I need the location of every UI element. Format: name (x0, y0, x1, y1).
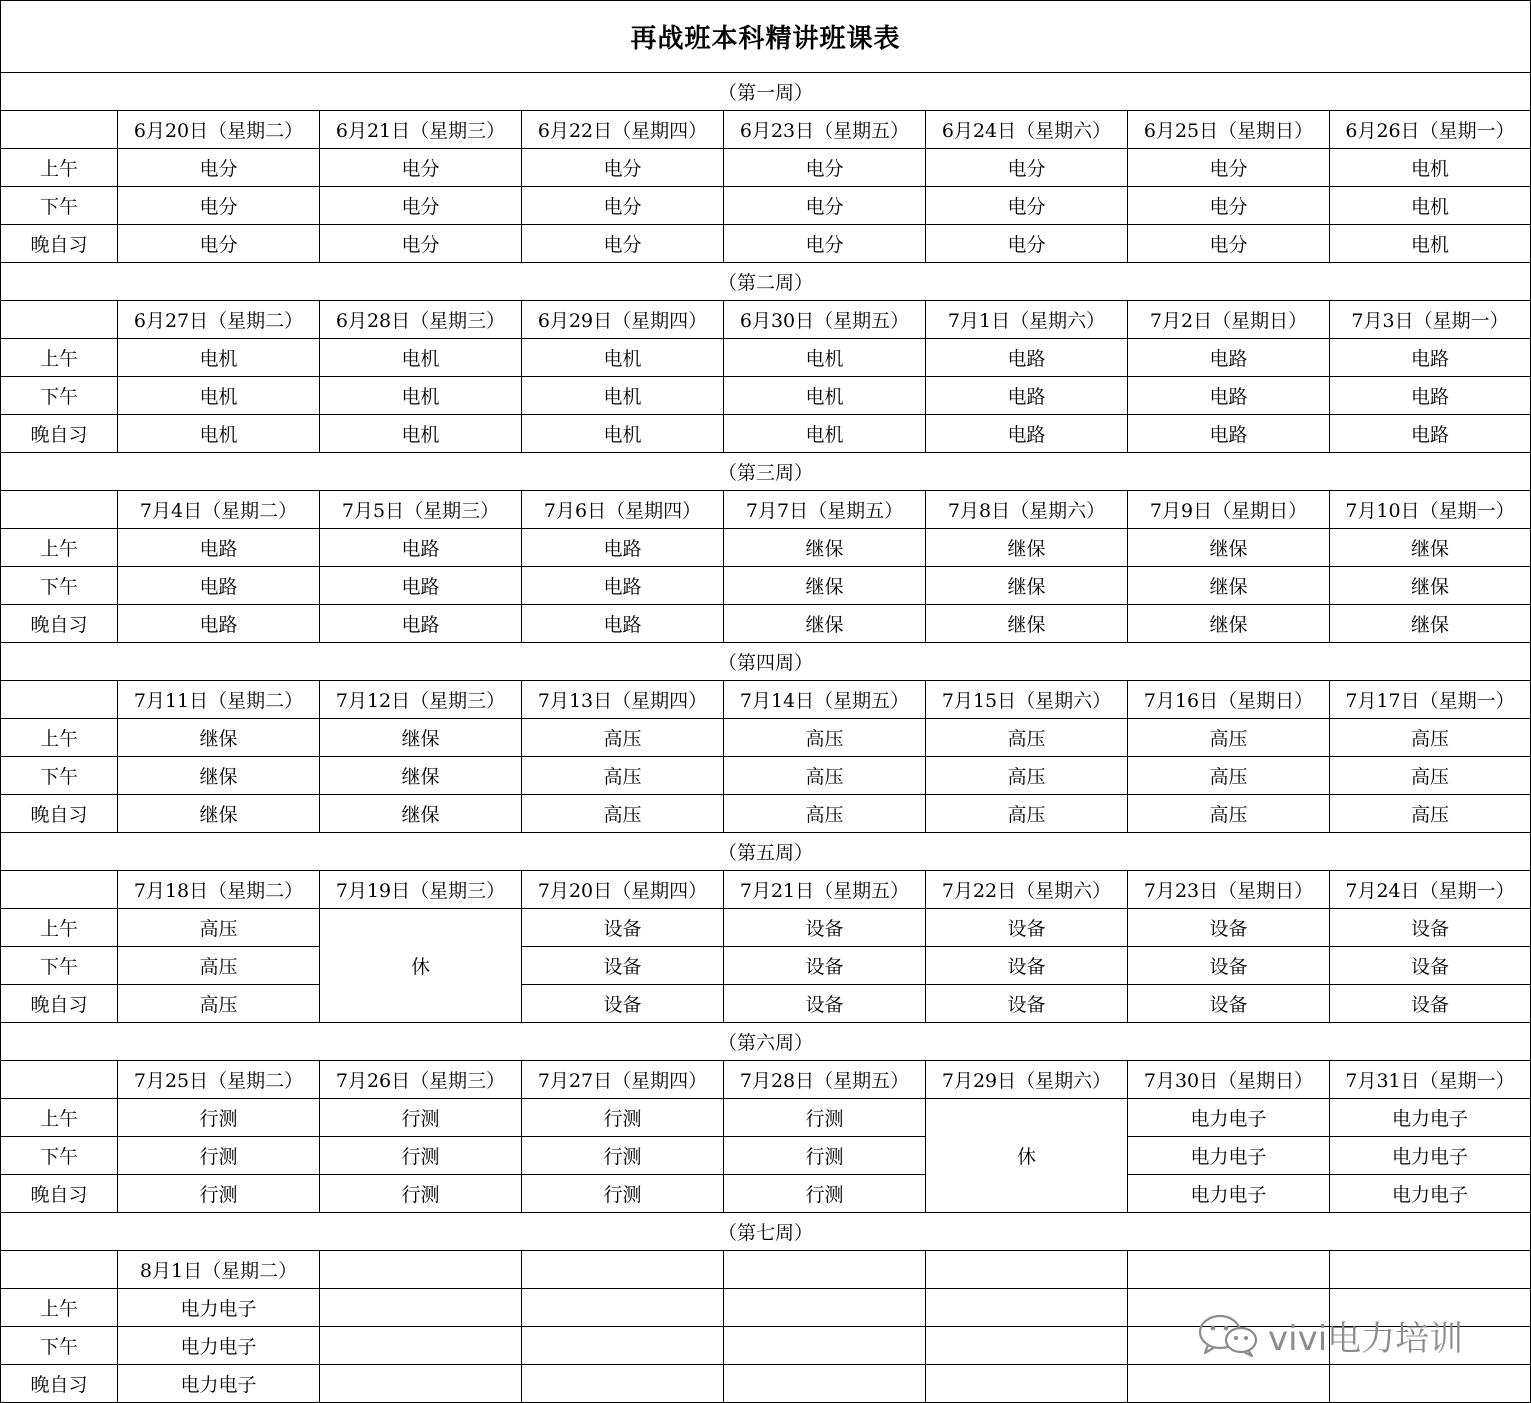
course-cell (724, 1289, 926, 1327)
course-cell: 设备 (926, 985, 1128, 1023)
corner-cell (1, 681, 118, 719)
wechat-icon (1196, 1312, 1262, 1358)
date-row (1, 871, 1531, 909)
course-cell (724, 1365, 926, 1403)
rest-cell: 休 (926, 1099, 1128, 1213)
course-cell: 继保 (320, 757, 522, 795)
course-cell: 继保 (1128, 605, 1330, 643)
date-header (320, 1251, 522, 1289)
course-cell: 高压 (724, 719, 926, 757)
course-cell: 电分 (522, 225, 724, 263)
course-cell: 电分 (926, 187, 1128, 225)
page-title: 再战班本科精讲班课表 (1, 1, 1531, 73)
date-header: 7月29日（星期六） (926, 1061, 1128, 1099)
row-label: 上午 (1, 149, 118, 187)
course-cell: 高压 (1330, 795, 1531, 833)
course-cell: 电路 (1128, 377, 1330, 415)
week-label: （第六周） (1, 1023, 1531, 1061)
course-cell: 行测 (320, 1099, 522, 1137)
date-header: 7月12日（星期三） (320, 681, 522, 719)
date-header: 7月3日（星期一） (1330, 301, 1531, 339)
slot-row (1, 909, 1531, 947)
row-label: 下午 (1, 377, 118, 415)
course-cell: 电路 (1330, 415, 1531, 453)
course-cell: 继保 (926, 529, 1128, 567)
date-header: 7月26日（星期三） (320, 1061, 522, 1099)
course-cell: 设备 (926, 947, 1128, 985)
course-cell: 电机 (724, 377, 926, 415)
week-label: （第二周） (1, 263, 1531, 301)
course-cell: 电路 (1128, 339, 1330, 377)
course-cell (926, 1289, 1128, 1327)
date-header: 7月2日（星期日） (1128, 301, 1330, 339)
week-row (1, 643, 1531, 681)
date-header: 7月24日（星期一） (1330, 871, 1531, 909)
week-label: （第五周） (1, 833, 1531, 871)
course-cell: 设备 (1330, 985, 1531, 1023)
corner-cell (1, 491, 118, 529)
course-cell: 电路 (118, 605, 320, 643)
course-cell: 继保 (118, 719, 320, 757)
course-cell: 电机 (522, 339, 724, 377)
date-header: 7月15日（星期六） (926, 681, 1128, 719)
title-row (1, 1, 1531, 73)
course-cell: 电路 (1330, 339, 1531, 377)
course-cell: 电分 (1128, 187, 1330, 225)
slot-row (1, 1137, 1531, 1175)
slot-row (1, 1099, 1531, 1137)
course-cell: 电机 (320, 377, 522, 415)
course-cell: 行测 (320, 1137, 522, 1175)
course-cell: 继保 (724, 567, 926, 605)
date-header: 7月21日（星期五） (724, 871, 926, 909)
course-cell: 电分 (926, 225, 1128, 263)
course-cell: 电路 (522, 529, 724, 567)
course-cell: 行测 (320, 1175, 522, 1213)
course-cell: 电分 (320, 149, 522, 187)
row-label: 上午 (1, 1099, 118, 1137)
week-row (1, 1023, 1531, 1061)
date-header: 7月18日（星期二） (118, 871, 320, 909)
course-cell: 设备 (1330, 947, 1531, 985)
course-cell: 电力电子 (1330, 1137, 1531, 1175)
watermark (1196, 1312, 1463, 1358)
date-header: 7月23日（星期日） (1128, 871, 1330, 909)
slot-row (1, 1175, 1531, 1213)
slot-row (1, 567, 1531, 605)
course-cell: 设备 (522, 909, 724, 947)
course-cell: 设备 (522, 985, 724, 1023)
course-cell: 电分 (320, 187, 522, 225)
course-cell: 继保 (1330, 529, 1531, 567)
course-cell: 电力电子 (1128, 1137, 1330, 1175)
course-cell: 设备 (724, 985, 926, 1023)
row-label: 下午 (1, 187, 118, 225)
course-cell: 电机 (118, 339, 320, 377)
course-cell: 电机 (1330, 149, 1531, 187)
course-cell: 继保 (724, 605, 926, 643)
row-label: 晚自习 (1, 225, 118, 263)
row-label: 上午 (1, 529, 118, 567)
row-label: 晚自习 (1, 985, 118, 1023)
corner-cell (1, 871, 118, 909)
date-header: 7月31日（星期一） (1330, 1061, 1531, 1099)
date-header: 7月10日（星期一） (1330, 491, 1531, 529)
course-cell: 电路 (320, 567, 522, 605)
slot-row (1, 225, 1531, 263)
date-header: 7月28日（星期五） (724, 1061, 926, 1099)
week-label: （第四周） (1, 643, 1531, 681)
course-cell: 设备 (1330, 909, 1531, 947)
course-cell: 电分 (118, 187, 320, 225)
course-cell: 电分 (522, 187, 724, 225)
course-cell: 高压 (724, 795, 926, 833)
course-cell: 高压 (1128, 795, 1330, 833)
date-header: 7月1日（星期六） (926, 301, 1128, 339)
row-label: 晚自习 (1, 1365, 118, 1403)
row-label: 下午 (1, 947, 118, 985)
course-cell: 电分 (522, 149, 724, 187)
date-header (1128, 1251, 1330, 1289)
course-cell (320, 1289, 522, 1327)
slot-row (1, 719, 1531, 757)
course-cell: 电路 (926, 415, 1128, 453)
date-header: 7月8日（星期六） (926, 491, 1128, 529)
course-cell (1128, 1365, 1330, 1403)
date-header: 6月22日（星期四） (522, 111, 724, 149)
date-header: 7月20日（星期四） (522, 871, 724, 909)
slot-row (1, 415, 1531, 453)
date-header: 6月23日（星期五） (724, 111, 926, 149)
date-header: 6月20日（星期二） (118, 111, 320, 149)
course-cell: 设备 (724, 947, 926, 985)
course-cell: 高压 (926, 795, 1128, 833)
row-label: 下午 (1, 1327, 118, 1365)
date-header: 8月1日（星期二） (118, 1251, 320, 1289)
course-cell: 电机 (118, 377, 320, 415)
course-cell: 电路 (522, 605, 724, 643)
date-header: 7月30日（星期日） (1128, 1061, 1330, 1099)
date-header: 7月4日（星期二） (118, 491, 320, 529)
course-cell: 高压 (118, 985, 320, 1023)
course-cell: 高压 (118, 947, 320, 985)
course-cell: 电分 (1128, 149, 1330, 187)
course-cell: 继保 (118, 757, 320, 795)
corner-cell (1, 301, 118, 339)
course-cell: 设备 (724, 909, 926, 947)
course-cell: 设备 (522, 947, 724, 985)
date-header: 7月25日（星期二） (118, 1061, 320, 1099)
date-header: 6月27日（星期二） (118, 301, 320, 339)
course-cell: 电机 (522, 415, 724, 453)
course-cell: 电分 (724, 187, 926, 225)
row-label: 上午 (1, 339, 118, 377)
row-label: 下午 (1, 567, 118, 605)
date-header: 6月26日（星期一） (1330, 111, 1531, 149)
course-cell: 高压 (522, 757, 724, 795)
date-header: 7月19日（星期三） (320, 871, 522, 909)
date-header: 7月17日（星期一） (1330, 681, 1531, 719)
course-cell: 行测 (522, 1099, 724, 1137)
course-cell: 高压 (522, 795, 724, 833)
date-header: 7月16日（星期日） (1128, 681, 1330, 719)
row-label: 上午 (1, 719, 118, 757)
course-cell: 继保 (1330, 605, 1531, 643)
date-row (1, 1061, 1531, 1099)
date-row (1, 111, 1531, 149)
course-cell: 电分 (118, 225, 320, 263)
course-cell: 高压 (522, 719, 724, 757)
course-cell (926, 1365, 1128, 1403)
row-label: 下午 (1, 757, 118, 795)
week-row (1, 453, 1531, 491)
corner-cell (1, 1251, 118, 1289)
week-label: （第三周） (1, 453, 1531, 491)
course-cell: 电机 (724, 415, 926, 453)
course-cell: 电路 (118, 529, 320, 567)
course-cell: 电力电子 (118, 1327, 320, 1365)
course-cell: 设备 (926, 909, 1128, 947)
date-header: 7月11日（星期二） (118, 681, 320, 719)
course-cell: 高压 (724, 757, 926, 795)
row-label: 晚自习 (1, 1175, 118, 1213)
course-cell: 电力电子 (1330, 1099, 1531, 1137)
course-cell: 电路 (926, 377, 1128, 415)
course-cell: 电力电子 (118, 1365, 320, 1403)
course-cell: 电机 (320, 339, 522, 377)
date-header: 6月21日（星期三） (320, 111, 522, 149)
week-label: （第七周） (1, 1213, 1531, 1251)
course-cell (724, 1327, 926, 1365)
course-cell (320, 1365, 522, 1403)
course-cell: 电分 (724, 225, 926, 263)
rest-cell: 休 (320, 909, 522, 1023)
course-cell (320, 1327, 522, 1365)
week-row (1, 73, 1531, 111)
course-cell (522, 1327, 724, 1365)
slot-row (1, 795, 1531, 833)
date-header: 7月14日（星期五） (724, 681, 926, 719)
row-label: 晚自习 (1, 605, 118, 643)
slot-row (1, 377, 1531, 415)
course-cell: 电分 (1128, 225, 1330, 263)
course-cell: 电路 (522, 567, 724, 605)
course-cell: 继保 (724, 529, 926, 567)
course-cell: 高压 (926, 757, 1128, 795)
course-cell: 继保 (1128, 567, 1330, 605)
course-cell: 继保 (926, 567, 1128, 605)
row-label: 上午 (1, 1289, 118, 1327)
course-cell: 电机 (724, 339, 926, 377)
course-cell: 继保 (320, 795, 522, 833)
slot-row (1, 757, 1531, 795)
course-cell: 电路 (1330, 377, 1531, 415)
course-cell: 设备 (1128, 985, 1330, 1023)
course-cell: 行测 (724, 1099, 926, 1137)
course-cell: 高压 (1128, 719, 1330, 757)
week-row (1, 263, 1531, 301)
row-label: 上午 (1, 909, 118, 947)
course-cell: 电路 (926, 339, 1128, 377)
slot-row (1, 985, 1531, 1023)
course-cell: 电力电子 (1128, 1099, 1330, 1137)
course-cell: 高压 (118, 909, 320, 947)
course-cell: 行测 (724, 1137, 926, 1175)
row-label: 晚自习 (1, 795, 118, 833)
course-cell: 高压 (1330, 719, 1531, 757)
row-label: 下午 (1, 1137, 118, 1175)
course-cell: 电机 (118, 415, 320, 453)
course-cell: 高压 (926, 719, 1128, 757)
course-cell: 高压 (1330, 757, 1531, 795)
date-header: 7月13日（星期四） (522, 681, 724, 719)
course-cell: 设备 (1128, 947, 1330, 985)
course-cell: 行测 (118, 1099, 320, 1137)
course-cell: 电机 (1330, 225, 1531, 263)
date-row (1, 1251, 1531, 1289)
date-header: 7月22日（星期六） (926, 871, 1128, 909)
date-header: 7月5日（星期三） (320, 491, 522, 529)
date-header: 6月30日（星期五） (724, 301, 926, 339)
course-cell (522, 1365, 724, 1403)
course-cell: 继保 (320, 719, 522, 757)
course-cell: 电路 (320, 529, 522, 567)
corner-cell (1, 1061, 118, 1099)
slot-row (1, 529, 1531, 567)
slot-row (1, 605, 1531, 643)
course-cell (1330, 1365, 1531, 1403)
date-header (522, 1251, 724, 1289)
date-header (1330, 1251, 1531, 1289)
date-header (926, 1251, 1128, 1289)
course-cell: 电机 (522, 377, 724, 415)
date-header: 7月9日（星期日） (1128, 491, 1330, 529)
course-cell: 继保 (1128, 529, 1330, 567)
course-cell: 电机 (1330, 187, 1531, 225)
course-cell: 电路 (320, 605, 522, 643)
slot-row (1, 1365, 1531, 1403)
course-cell: 电分 (320, 225, 522, 263)
course-cell: 电路 (1128, 415, 1330, 453)
date-header: 7月27日（星期四） (522, 1061, 724, 1099)
week-row (1, 833, 1531, 871)
course-cell: 行测 (522, 1175, 724, 1213)
row-label: 晚自习 (1, 415, 118, 453)
course-cell: 电力电子 (1330, 1175, 1531, 1213)
course-cell (926, 1327, 1128, 1365)
date-header: 7月6日（星期四） (522, 491, 724, 529)
date-header: 6月29日（星期四） (522, 301, 724, 339)
date-header (724, 1251, 926, 1289)
course-cell: 继保 (1330, 567, 1531, 605)
date-header: 7月7日（星期五） (724, 491, 926, 529)
date-row (1, 681, 1531, 719)
date-header: 6月25日（星期日） (1128, 111, 1330, 149)
watermark-text: vivi电力培训 (1268, 1318, 1464, 1359)
corner-cell (1, 111, 118, 149)
course-cell: 设备 (1128, 909, 1330, 947)
course-cell: 电路 (118, 567, 320, 605)
course-cell: 电机 (320, 415, 522, 453)
course-cell: 行测 (118, 1175, 320, 1213)
course-cell: 行测 (724, 1175, 926, 1213)
slot-row (1, 149, 1531, 187)
course-cell: 电力电子 (1128, 1175, 1330, 1213)
slot-row (1, 947, 1531, 985)
week-label: （第一周） (1, 73, 1531, 111)
course-cell: 行测 (118, 1137, 320, 1175)
course-cell: 高压 (1128, 757, 1330, 795)
course-cell (522, 1289, 724, 1327)
slot-row (1, 187, 1531, 225)
course-cell: 继保 (926, 605, 1128, 643)
slot-row (1, 339, 1531, 377)
course-cell: 电分 (724, 149, 926, 187)
date-header: 6月28日（星期三） (320, 301, 522, 339)
date-header: 6月24日（星期六） (926, 111, 1128, 149)
week-row (1, 1213, 1531, 1251)
course-cell: 电力电子 (118, 1289, 320, 1327)
course-cell: 行测 (522, 1137, 724, 1175)
course-cell: 电分 (118, 149, 320, 187)
date-row (1, 301, 1531, 339)
course-cell: 电分 (926, 149, 1128, 187)
course-cell: 继保 (118, 795, 320, 833)
date-row (1, 491, 1531, 529)
